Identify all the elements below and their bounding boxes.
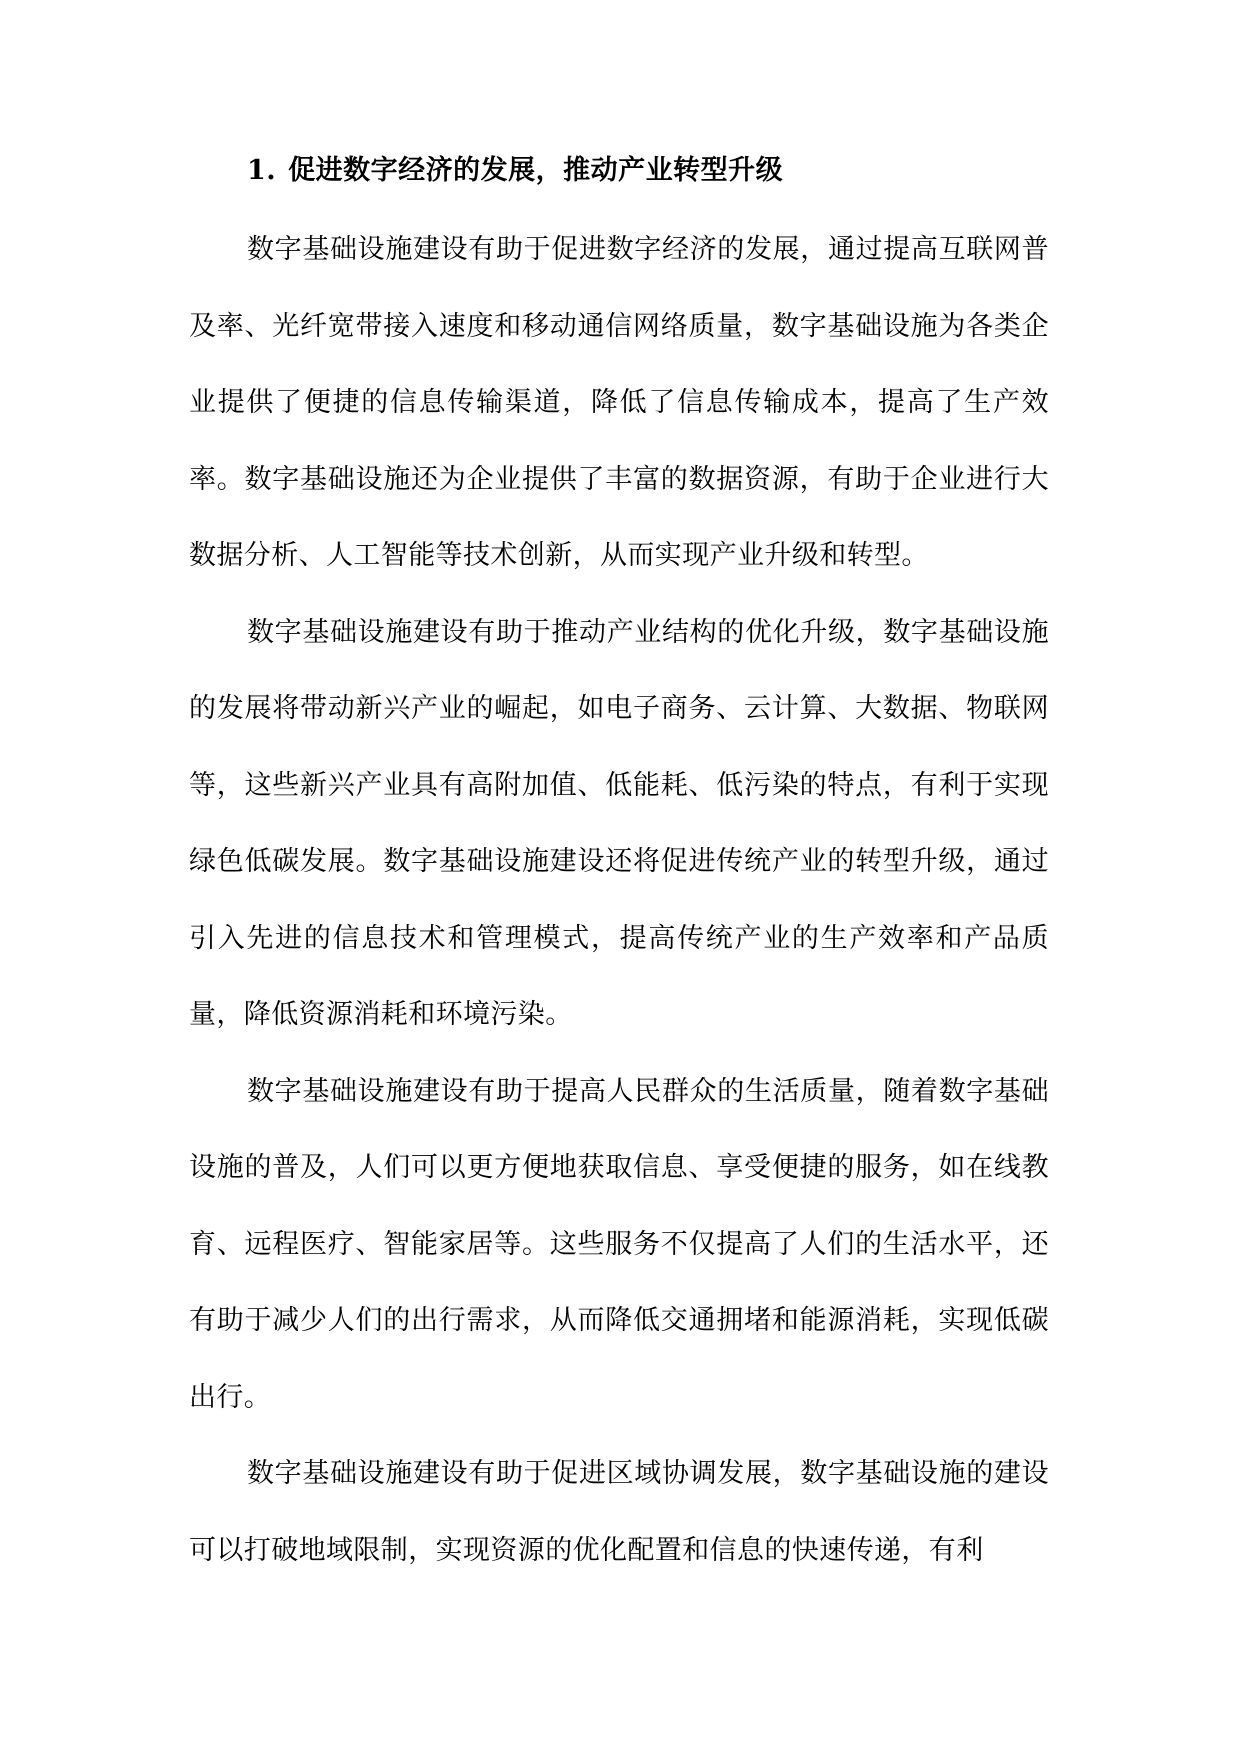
- section-number: 1.: [247, 155, 277, 186]
- section-heading: [247, 148, 1049, 194]
- paragraph-regional-development: 数字基础设施建设有助于促进区域协调发展，数字基础设施的建设可以打破地域限制，实现资源的优化配置和信息的快速传递，有利: [189, 1458, 1049, 1566]
- document-body: [189, 148, 1049, 1589]
- paragraph-industrial-upgrade: 数字基础设施建设有助于推动产业结构的优化升级，数字基础设施的发展将带动新兴产业的崛起，如电子商务、云计算、大数据、物联网等，这些新兴产业具有高附加值、低能耗、低污染的特点，有利于实现绿色低碳发展。数字基础设施建设还将促进传统产业的转型升级，通过引入先进的信息技术和管理模式，提高传统产业的生产效率和产品质量，降低资源消耗和环境污染。: [189, 616, 1049, 1030]
- section-title: 促进数字经济的发展，推动产业转型升级: [288, 155, 784, 186]
- paragraph-digital-economy: 数字基础设施建设有助于促进数字经济的发展，通过提高互联网普及率、光纤宽带接入速度和移动通信网络质量，数字基础设施为各类企业提供了便捷的信息传输渠道，降低了信息传输成本，提高了生产效率。数字基础设施还为企业提供了丰富的数据资源，有助于企业进行大数据分析、人工智能等技术创新，从而实现产业升级和转型。: [189, 234, 1049, 571]
- paragraph-quality-of-life: 数字基础设施建设有助于提高人民群众的生活质量，随着数字基础设施的普及，人们可以更方便地获取信息、享受便捷的服务，如在线教育、远程医疗、智能家居等。这些服务不仅提高了人们的生活水平，还有助于减少人们的出行需求，从而降低交通拥堵和能源消耗，实现低碳出行。: [189, 1075, 1049, 1413]
